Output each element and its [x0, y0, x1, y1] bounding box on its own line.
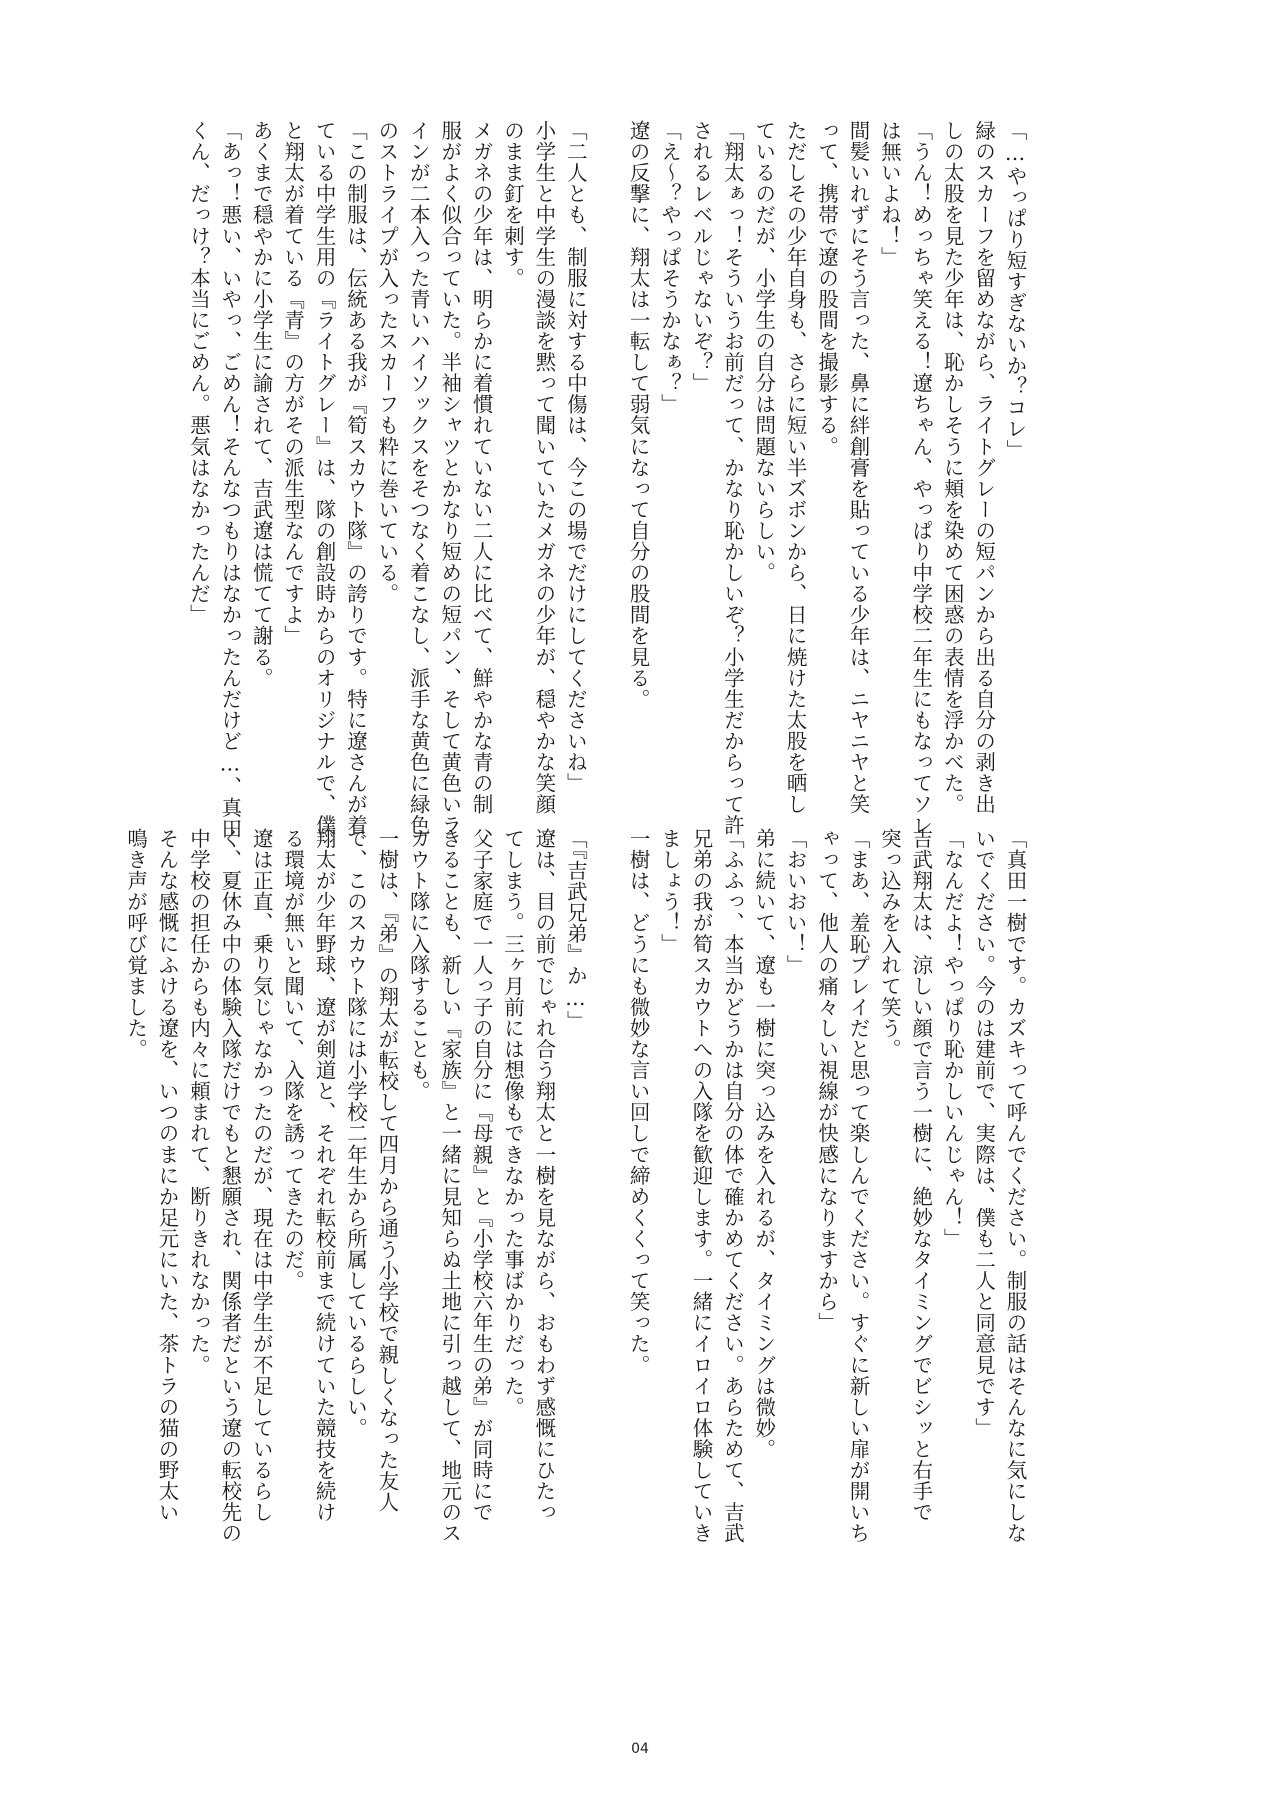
bottom-text-line: ましょう！」 [657, 828, 682, 955]
top-text-line: 「え〜？やっぱそうかなぁ？」 [657, 120, 682, 415]
top-text-line: 小学生と中学生の漫談を黙って聞いていたメガネの少年が、穏やかな笑顔 [531, 120, 556, 815]
top-text-line: 「…やっぱり短すぎないか？コレ」 [1003, 120, 1027, 461]
bottom-text-line: く、夏休み中の体験入隊だけでもと懇願され、関係者だという遼の転校先の [217, 828, 242, 1544]
bottom-text-line: 鳴き声が呼び覚ました。 [123, 828, 148, 1060]
bottom-blank-line [590, 828, 621, 1518]
bottom-text-line: カウト隊に入隊することも。 [406, 828, 431, 1102]
bottom-text-line: 遼は正直、乗り気じゃなかったのだが、現在は中学生が不足しているらし [249, 828, 274, 1523]
top-text-line: 間髪いれずにそう言った、鼻に絆創膏を貼っている少年は、ニヤニヤと笑 [845, 120, 870, 815]
bottom-text-line: 父子家庭で一人っ子の自分に『母親』と『小学校六年生の弟』が同時にで [469, 828, 494, 1523]
bottom-text-line: きることも、新しい『家族』と一緒に見知らぬ土地に引っ越して、地元のス [437, 828, 462, 1544]
top-text-tier [186, 120, 1030, 840]
bottom-text-line: 突っ込みを入れて笑う。 [877, 828, 902, 1060]
bottom-text-line: る環境が無いと聞いて、入隊を誘ってきたのだ。 [280, 828, 305, 1292]
bottom-text-line: 遼は、目の前でじゃれ合う翔太と一樹を見ながら、おもわず感慨にひたっ [531, 828, 556, 1523]
bottom-text-tier [123, 828, 1030, 1544]
top-text-line: ているのだが、小学生の自分は問題ないらしい。 [751, 120, 776, 584]
top-text-line: って、携帯で遼の股間を撮影する。 [814, 120, 839, 457]
bottom-text-line: で、このスカウト隊には小学校二年生から所属しているらしい。 [343, 828, 368, 1439]
top-text-line: 遼の反撃に、翔太は一転して弱気になって自分の股間を見る。 [626, 120, 651, 710]
bottom-text-line: 兄弟の我が筍スカウトへの入隊を歓迎します。一緒にイロイロ体験していき [688, 828, 713, 1544]
top-text-line: しの太股を見た少年は、恥かしそうに頬を染めて困惑の表情を浮かべた。 [940, 120, 965, 815]
bottom-text-line: 弟に続いて、遼も一樹に突っ込みを入れるが、タイミングは微妙。 [751, 828, 776, 1460]
top-text-line: と翔太が着ている『青』の方がその派生型なんですよ」 [280, 120, 305, 647]
top-text-line: のまま釘を刺す。 [500, 120, 525, 289]
bottom-text-line: 「なんだよ！やっぱり恥かしいんじゃん！」 [940, 828, 965, 1249]
top-blank-line [590, 120, 621, 810]
bottom-text-line: 「おいおい！」 [783, 828, 808, 976]
top-text-line: ている中学生用の『ライトグレー』は、隊の創設時からのオリジナルで、僕 [312, 120, 337, 836]
top-text-line: 緑のスカーフを留めながら、ライトグレーの短パンから出る自分の剥き出 [971, 120, 996, 815]
top-text-line: のストライプが入ったスカーフも粋に巻いている。 [374, 120, 399, 605]
bottom-text-line: いでください。今のは建前で、実際は、僕も二人と同意見です」 [971, 828, 996, 1439]
bottom-text-line: 「まあ、羞恥プレイだと思って楽しんでください。すぐに新しい扉が開いち [845, 828, 870, 1544]
top-text-line: ただしその少年自身も、さらに短い半ズボンから、日に焼けた太股を晒し [783, 120, 808, 815]
top-text-line: 「うん！めっちゃ笑える！遼ちゃん、やっぱり中学校二年生にもなってソレ [908, 120, 933, 836]
page-number: 04 [631, 1741, 649, 1757]
bottom-text-line: 「ふふっ、本当かどうかは自分の体で確かめてください。あらためて、吉武 [720, 828, 745, 1544]
top-text-line: 服がよく似合っていた。半袖シャツとかなり短めの短パン、そして黄色いラ [437, 120, 462, 836]
top-text-line: されるレベルじゃないぞ？」 [688, 120, 713, 394]
bottom-text-line: 翔太が少年野球、遼が剣道と、それぞれ転校前まで続けていた競技を続け [312, 828, 337, 1523]
top-text-line: くん、だっけ？本当にごめん。悪気はなかったんだ」 [186, 120, 211, 626]
top-text-line: は無いよね！」 [877, 120, 902, 268]
top-text-line: 「翔太ぁっ！そういうお前だって、かなり恥かしいぞ？小学生だからって許 [720, 120, 745, 836]
top-text-line: メガネの少年は、明らかに着慣れていない二人に比べて、鮮やかな青の制 [469, 120, 494, 815]
top-text-line: あくまで穏やかに小学生に諭されて、吉武遼は慌てて謝る。 [249, 120, 274, 689]
bottom-text-line: 「『吉武兄弟』か…」 [563, 828, 588, 1032]
bottom-text-line: てしまう。三ヶ月前には想像もできなかった事ばかりだった。 [500, 828, 525, 1418]
bottom-text-line: ゃって、他人の痛々しい視線が快感になりますから」 [814, 828, 839, 1334]
bottom-text-line: 一樹は、『弟』の翔太が転校して四月から通う小学校で親しくなった友人 [374, 828, 399, 1513]
top-text-line: インが二本入った青いハイソックスをそつなく着こなし、派手な黄色に緑色 [406, 120, 431, 836]
bottom-text-line: 「真田一樹です。カズキって呼んでください。制服の話はそんなに気にしな [1003, 828, 1027, 1544]
bottom-text-line: 一樹は、どうにも微妙な言い回しで締めくくって笑った。 [626, 828, 651, 1376]
bottom-text-line: 吉武翔太は、涼しい顔で言う一樹に、絶妙なタイミングでビシッと右手で [908, 828, 933, 1523]
bottom-text-line: 中学校の担任からも内々に頼まれて、断りきれなかった。 [186, 828, 211, 1376]
top-text-line: 「二人とも、制服に対する中傷は、今この場でだけにしてくださいね」 [563, 120, 588, 794]
top-text-line: 「あっ！悪い、いやっ、ごめん！そんなつもりはなかったんだけど…、真田 [217, 120, 242, 840]
bottom-text-line: そんな感慨にふける遼を、いつのまにか足元にいた、茶トラの猫の野太い [155, 828, 180, 1523]
top-text-line: 「この制服は、伝統ある我が『筍スカウト隊』の誇りです。特に遼さんが着 [343, 120, 368, 836]
